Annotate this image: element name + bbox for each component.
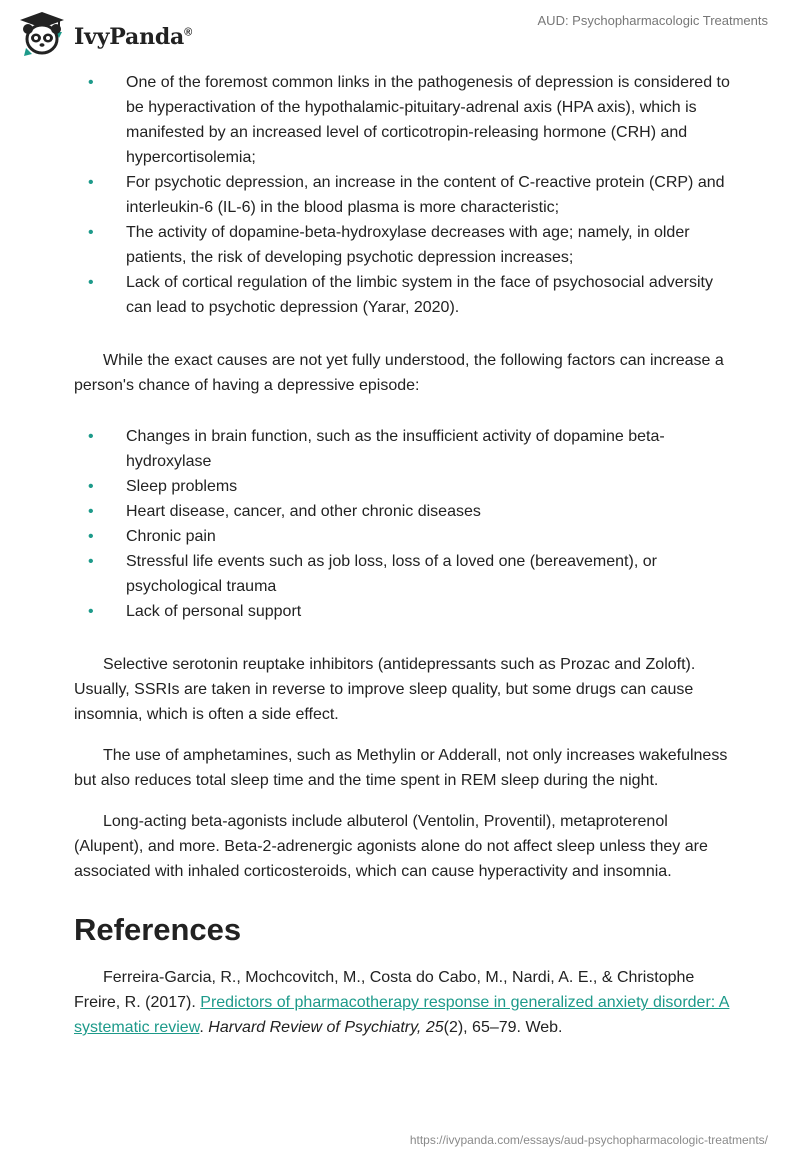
ivypanda-logo[interactable]	[14, 8, 192, 63]
list-item: • The activity of dopamine-beta-hydroxylase decreases with age; namely, in older patients, the risk of developing psychotic depression increases;	[74, 220, 734, 270]
depression-pathogenesis-list	[74, 70, 734, 320]
list-item: • Stressful life events such as job loss, loss of a loved one (bereavement), or psychological trauma	[74, 549, 734, 599]
bullet-icon: •	[88, 224, 94, 241]
brand-name: IvyPanda®	[74, 23, 193, 50]
list-item: • Lack of personal support	[74, 599, 734, 624]
bullet-icon: •	[88, 174, 94, 191]
list-item: • Heart disease, cancer, and other chronic diseases	[74, 499, 734, 524]
bullet-icon: •	[88, 603, 94, 620]
journal-name: Harvard Review of Psychiatry, 25	[208, 1019, 444, 1036]
paragraph-intro: While the exact causes are not yet fully understood, the following factors can increase a person's chance of having a depressive episode:	[74, 352, 724, 394]
page-header	[0, 0, 800, 64]
list-item: • For psychotic depression, an increase in the content of C-reactive protein (CRP) and interleukin-6 (IL-6) in the blood plasma is more characteristic;	[74, 170, 734, 220]
list-item: • Changes in brain function, such as the insufficient activity of dopamine beta-hydroxylase	[74, 424, 734, 474]
reference-title-link[interactable]: Predictors of pharmacotherapy response in generalized anxiety disorder: A systematic review	[74, 994, 730, 1036]
paragraph-beta-agonists: Long-acting beta-agonists include albuterol (Ventolin, Proventil), metaproterenol (Alupent), and more. Beta-2-adrenergic agonists alone do not affect sleep unless they are associated with inhaled corticosteroids, which can cause hyperactivity and insomnia.	[74, 813, 708, 880]
list-item: • One of the foremost common links in the pathogenesis of depression is considered to be hyperactivation of the hypothalamic-pituitary-adrenal axis (HPA axis), which is manifested by an increased level of corticotropin-releasing hormone (CRH) and hypercortisolemia;	[74, 70, 734, 170]
bullet-icon: •	[88, 274, 94, 291]
bullet-icon: •	[88, 74, 94, 91]
list-item: • Chronic pain	[74, 524, 734, 549]
running-title: AUD: Psychopharmacologic Treatments	[537, 13, 768, 28]
risk-factors-list	[74, 424, 734, 624]
bullet-icon: •	[88, 428, 94, 445]
bullet-icon: •	[88, 503, 94, 520]
panda-graduate-icon	[14, 8, 70, 63]
essay-content	[74, 70, 734, 1040]
paragraph-ssri: Selective serotonin reuptake inhibitors (antidepressants such as Prozac and Zoloft). Usually, SSRIs are taken in reverse to improve sleep quality, but some drugs can cause insomnia, which is often a side effect.	[74, 656, 696, 723]
reference-entry: Ferreira-Garcia, R., Mochcovitch, M., Costa do Cabo, M., Nardi, A. E., & Christophe Freire, R. (2017). Predictors of pharmacotherapy response in generalized anxiety disorder: A systematic review. Harvard Review of Psychiatry, 25(2), 65–79. Web.	[74, 969, 730, 1036]
list-item: • Lack of cortical regulation of the limbic system in the face of psychosocial adversity can lead to psychotic depression (Yarar, 2020).	[74, 270, 734, 320]
source-url: https://ivypanda.com/essays/aud-psychopharmacologic-treatments/	[409, 1133, 768, 1147]
references-heading: References	[74, 912, 242, 947]
list-item: • Sleep problems	[74, 474, 734, 499]
bullet-icon: •	[88, 553, 94, 570]
bullet-icon: •	[88, 478, 94, 495]
paragraph-amphetamines: The use of amphetamines, such as Methylin or Adderall, not only increases wakefulness but also reduces total sleep time and the time spent in REM sleep during the night.	[74, 747, 728, 789]
bullet-icon: •	[88, 528, 94, 545]
